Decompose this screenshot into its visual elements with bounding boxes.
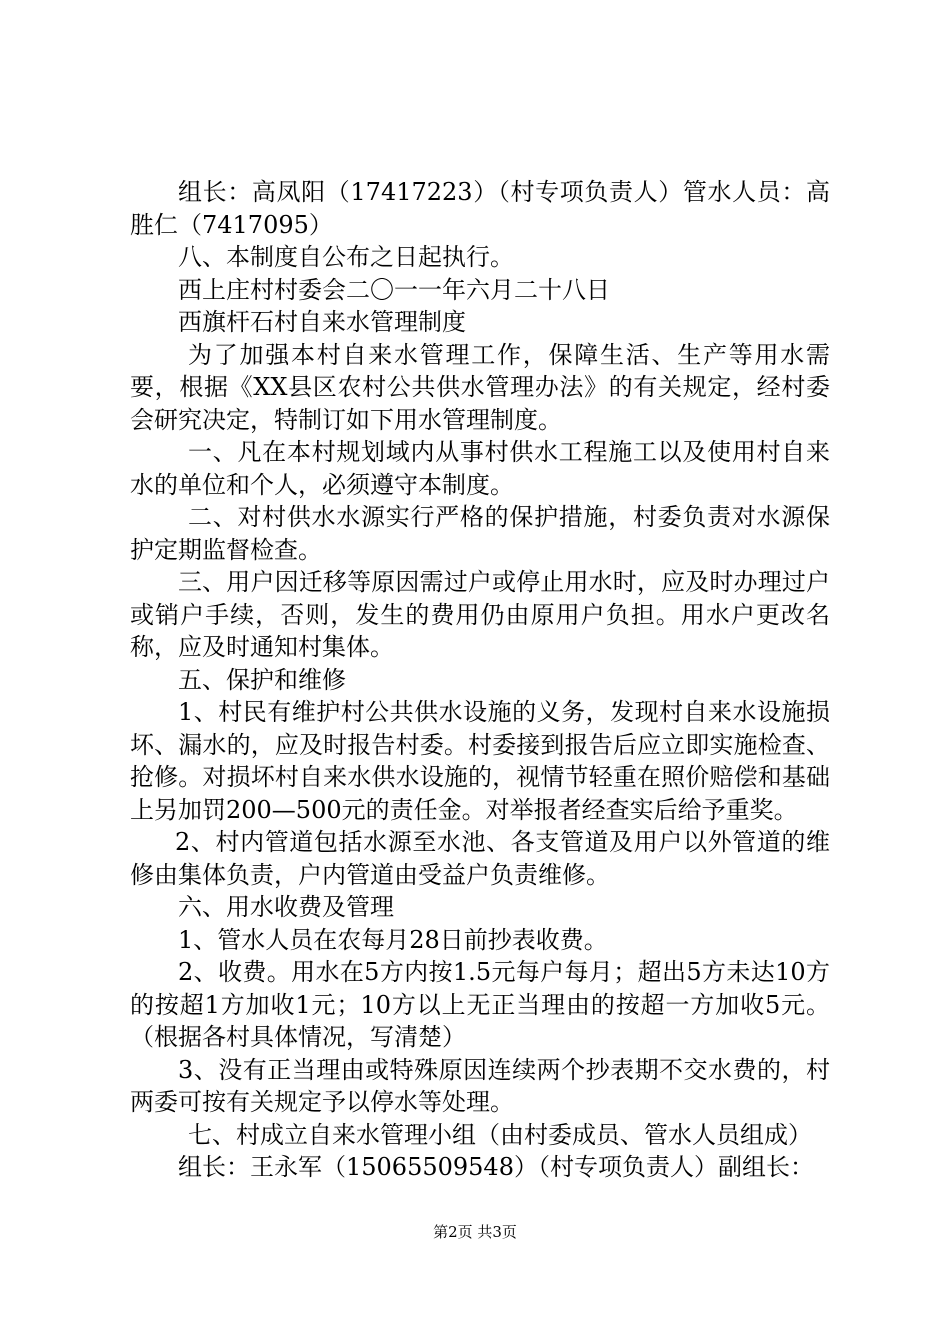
- document-body: [130, 176, 830, 1184]
- paragraph-intro: 为了加强本村自来水管理工作，保障生活、生产等用水需要，根据《XX县区农村公共供水管理办法》的有关规定，经村委会研究决定，特制订如下用水管理制度。: [130, 340, 830, 434]
- paragraph-clause-3: 三、用户因迁移等原因需过户或停止用水时，应及时办理过户或销户手续，否则，发生的费用仍由原用户负担。用水户更改名称，应及时通知村集体。: [130, 568, 830, 661]
- paragraph-clause-8: 八、本制度自公布之日起执行。: [178, 243, 514, 271]
- page-number-footer: 第2页 共3页: [433, 1223, 517, 1241]
- paragraph-clause-5-1: 1、村民有维护村公共供水设施的义务，发现村自来水设施损坏、漏水的，应及时报告村委。村委接到报告后应立即实施检查、抢修。对损坏村自来水供水设施的，视情节轻重在照价赔偿和基础上另加罚200—500元的责任金。对举报者经查实后给予重奖。: [130, 698, 830, 824]
- paragraph-leader-2: 组长：王永军（15065509548）（村专项负责人）副组长：: [178, 1153, 814, 1181]
- paragraph-clause-1: 一、凡在本村规划域内从事村供水工程施工以及使用村自来水的单位和个人，必须遵守本制度。: [130, 438, 830, 499]
- paragraph-clause-7: 七、村成立自来水管理小组（由村委成员、管水人员组成）: [188, 1120, 812, 1149]
- paragraph-clause-6-3: 3、没有正当理由或特殊原因连续两个抄表期不交水费的，村两委可按有关规定予以停水等处理。: [130, 1055, 830, 1116]
- paragraph-title: 西旗杆石村自来水管理制度: [178, 308, 466, 336]
- paragraph-clause-6-heading: 六、用水收费及管理: [178, 893, 394, 921]
- paragraph-signature-date: 西上庄村村委会二〇一一年六月二十八日: [178, 275, 610, 304]
- paragraph-clause-5-2: 2、村内管道包括水源至水池、各支管道及用户以外管道的维修由集体负责，户内管道由受益户负责维修。: [130, 828, 830, 889]
- paragraph-clause-6-2: 2、收费。用水在5方内按1.5元每户每月；超出5方未达10方的按超1方加收1元；10方以上无正当理由的按超一方加收5元。（根据各村具体情况，写清楚）: [130, 958, 830, 1051]
- paragraph-clause-5-heading: 五、保护和维修: [178, 665, 346, 694]
- paragraph-clause-6-1: 1、管水人员在农每月28日前抄表收费。: [178, 925, 608, 954]
- paragraph-clause-2: 二、对村供水水源实行严格的保护措施，村委负责对水源保护定期监督检查。: [130, 503, 830, 564]
- paragraph-leader-1: 组长：高凤阳（17417223）（村专项负责人）管水人员：高胜仁（7417095）: [130, 178, 830, 239]
